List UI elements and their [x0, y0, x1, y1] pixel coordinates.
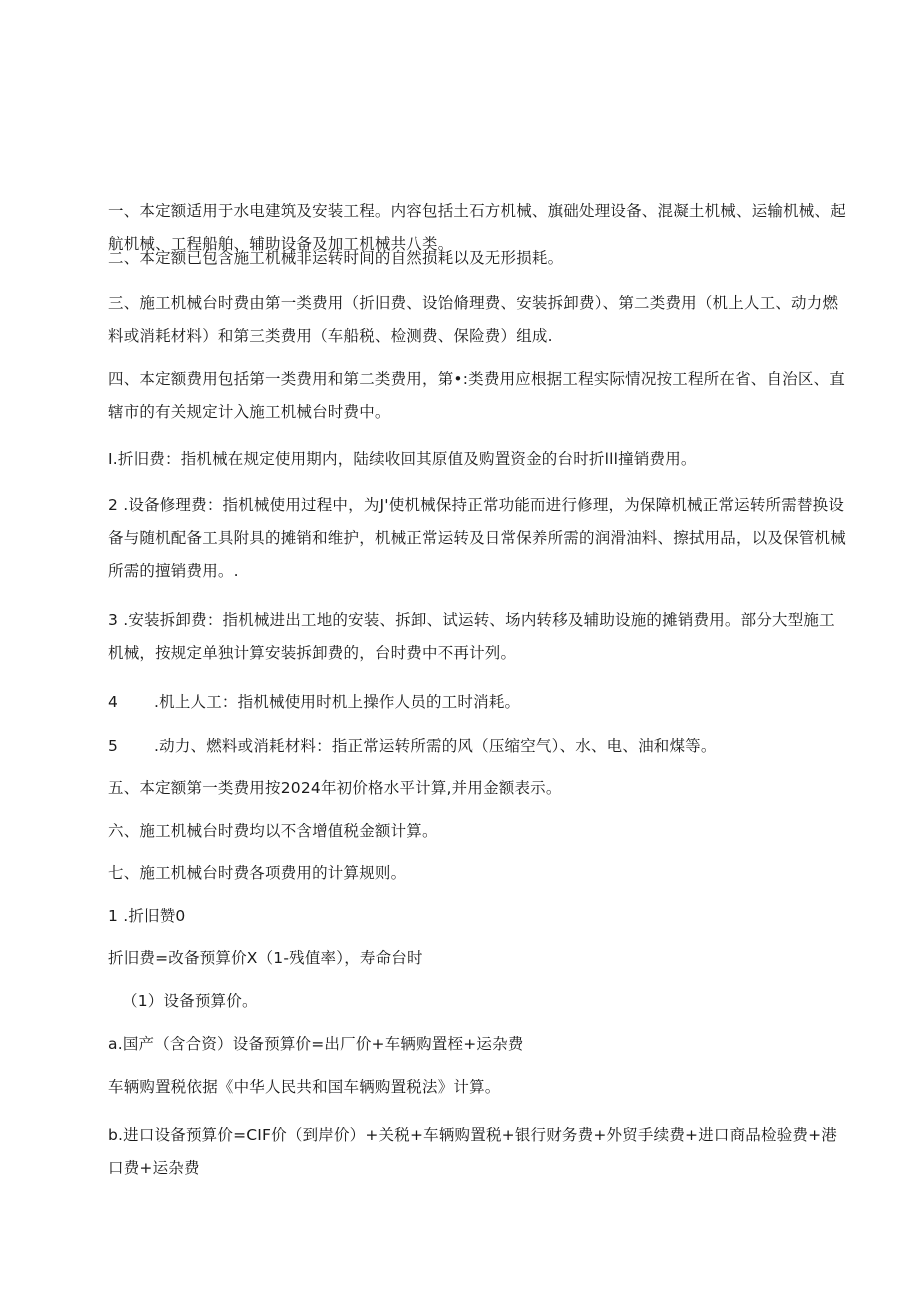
- paragraph-cost-scope: 四、本定额费用包括第一类费用和第二类费用，第•:类费用应根据工程实际情况按工程所在省、自治区、直辖市的有关规定计入施工机械台时费中。: [108, 370, 845, 421]
- item-number: 4: [108, 693, 119, 711]
- paragraph-import-price: b.进口设备预算价=CIF价（到岸价）+关税+车辆购置税+银行财务费+外贸手续费+进口商品检验费+港口费+运杂费: [108, 1126, 837, 1177]
- paragraph-scope-text: 一、本定额适用于水电建筑及安装工程。内容包括土石方机械、旗础处理设备、混凝土机械、运输机械、起航机械、工程船舶、辅助设备及加工机械共八类。: [108, 202, 846, 253]
- paragraph-cost-composition: 三、施工机械台时费由第一类费用（折旧费、设饴脩理费、安装拆卸费）、第二类费用（机上人工、动力燃料或消耗材料）和第三类费用（车船税、检测费、保险费）组成.: [108, 294, 839, 345]
- paragraph-tax: 六、施工机械台时费均以不含增值税金额计算。: [108, 822, 438, 840]
- paragraph-loss: 二、本定额已包含施工机械非运转时间的自然损耗以及无形损耗。: [108, 249, 564, 267]
- paragraph-labor: [108, 686, 848, 719]
- item-text: .机上人工：指机械使用时机上操作人员的工时消耗。: [154, 693, 521, 711]
- paragraph-fuel: [108, 730, 848, 763]
- item-number: 5: [108, 737, 119, 755]
- paragraph-equipment-price: （1）设备预算价。: [122, 992, 258, 1010]
- item-text: .动力、燃料或消耗材料：指正常运转所需的风（压缩空气）、水、电、油和煤等。: [154, 737, 717, 755]
- paragraph-repair: 2 .设备修理费：指机械使用过程中，为J'使机械保持正常功能而进行修理，为保障机械正常运转所需替换设备与随机配备工具附具的摊销和维护，机械正常运转及日常保养所需的润滑油料、擦拭用品，以及保管机械所需的擅销费用。.: [108, 496, 846, 580]
- paragraph-rules: 七、施工机械台时费各项费用的计算规则。: [108, 864, 407, 882]
- paragraph-purchase-tax: 车辆购置税依据《中华人民共和国车辆购置税法》计算。: [108, 1078, 501, 1096]
- paragraph-installation: 3 .安装拆卸费：指机械进出工地的安装、拆卸、试运转、场内转移及辅助设施的摊销费用。部分大型施工机械，按规定单独计算安装拆卸费的，台时费中不再计列。: [108, 611, 835, 662]
- paragraph-depreciation-formula: 折旧费=改备预算价X（1-残值率），寿命台时: [108, 949, 423, 967]
- paragraph-depreciation-heading: 1 .折旧赞0: [108, 907, 186, 925]
- paragraph-depreciation: I.折旧费：指机械在规定使用期内，陆续收回其原值及购置资金的台时折lll撞销费用。: [108, 450, 697, 468]
- paragraph-price-level: 五、本定额第一类费用按2024年初价格水平计算,并用金额表示。: [108, 779, 562, 797]
- paragraph-domestic-price: a.国产（含合资）设备预算价=出厂价+车辆购置桎+运杂费: [108, 1035, 524, 1053]
